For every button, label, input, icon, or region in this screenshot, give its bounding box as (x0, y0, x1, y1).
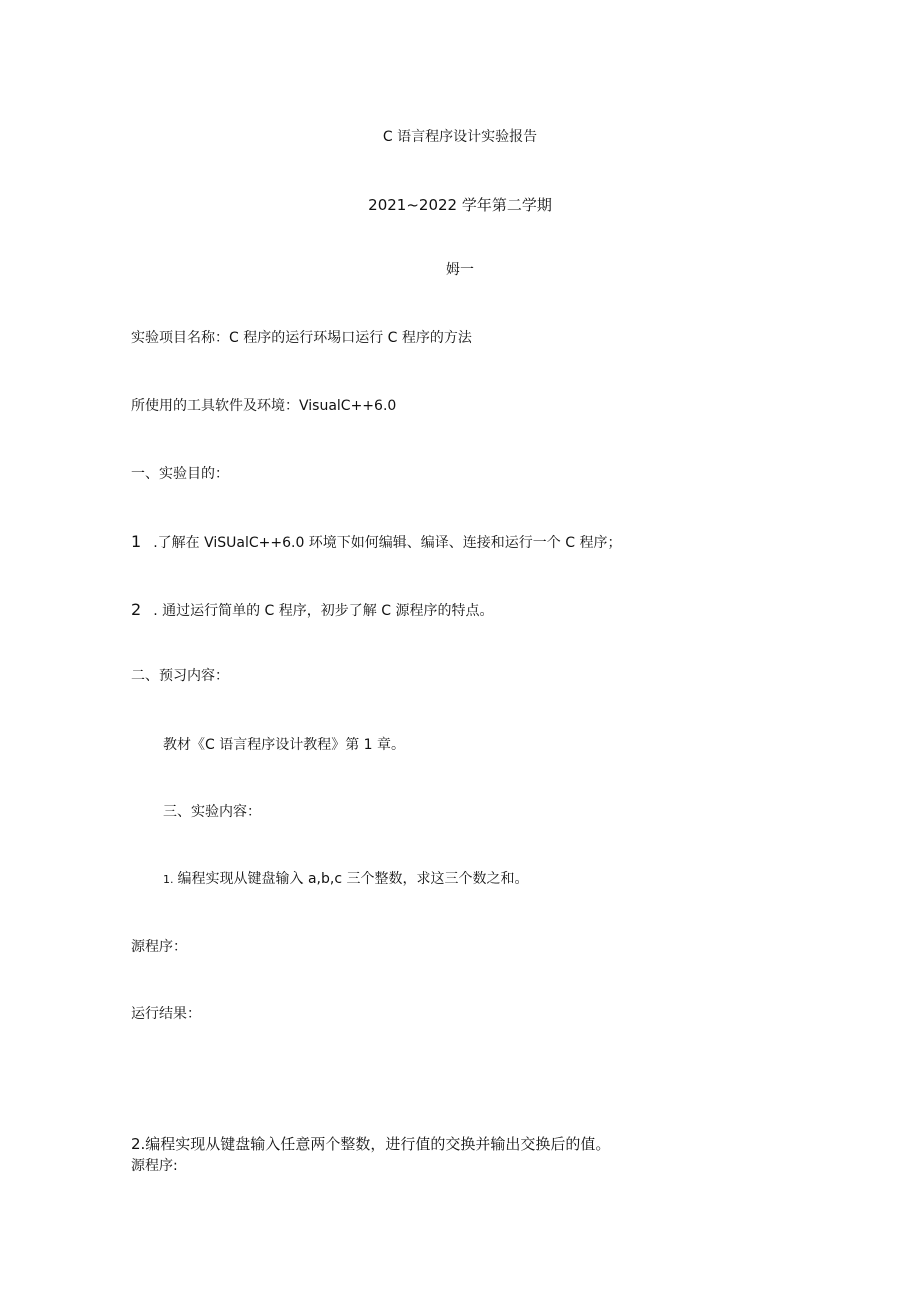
source-label-2: 源程序: (131, 1158, 178, 1174)
source-label-1: 源程序： (131, 939, 187, 955)
purpose-item-1-number: 1 (131, 532, 142, 551)
purpose-item-2-number: 2 (131, 600, 142, 619)
task-2: 2.编程实现从键盘输入任意两个整数，进行值的交换并输出交换后的值。 (131, 1135, 611, 1153)
preview-text: 教材《C 语言程序设计教程》第 1 章。 (163, 737, 406, 753)
purpose-item-1-text: .了解在 ViSUalC++6.0 环境下如何编辑、编译、连接和运行一个 C 程序； (153, 535, 622, 551)
section-preview-heading: 二、预习内容： (131, 668, 229, 684)
project-name: 实验项目名称：C 程序的运行环埸口运行 C 程序的方法 (131, 330, 472, 346)
task-1-number: 1. (163, 873, 174, 886)
report-title: C 语言程序设计实验报告 (382, 129, 538, 145)
purpose-item-1 (131, 534, 621, 550)
academic-term: 2021~2022 学年第二学期 (368, 196, 552, 214)
task-1 (163, 872, 528, 886)
section-purpose-heading: 一、实验目的： (131, 466, 229, 482)
tools-environment: 所使用的工具软件及环境：VisualC++6.0 (131, 398, 397, 414)
result-label-1: 运行结果： (131, 1006, 201, 1022)
section-content-heading: 三、实验内容： (163, 804, 261, 820)
student-name: 姆一 (446, 262, 474, 278)
purpose-item-2-text: . 通过运行简单的 C 程序，初步了解 C 源程序的特点。 (153, 603, 494, 619)
purpose-item-2 (131, 602, 493, 618)
task-1-text: 编程实现从键盘输入 a,b,c 三个整数，求这三个数之和。 (177, 871, 529, 887)
